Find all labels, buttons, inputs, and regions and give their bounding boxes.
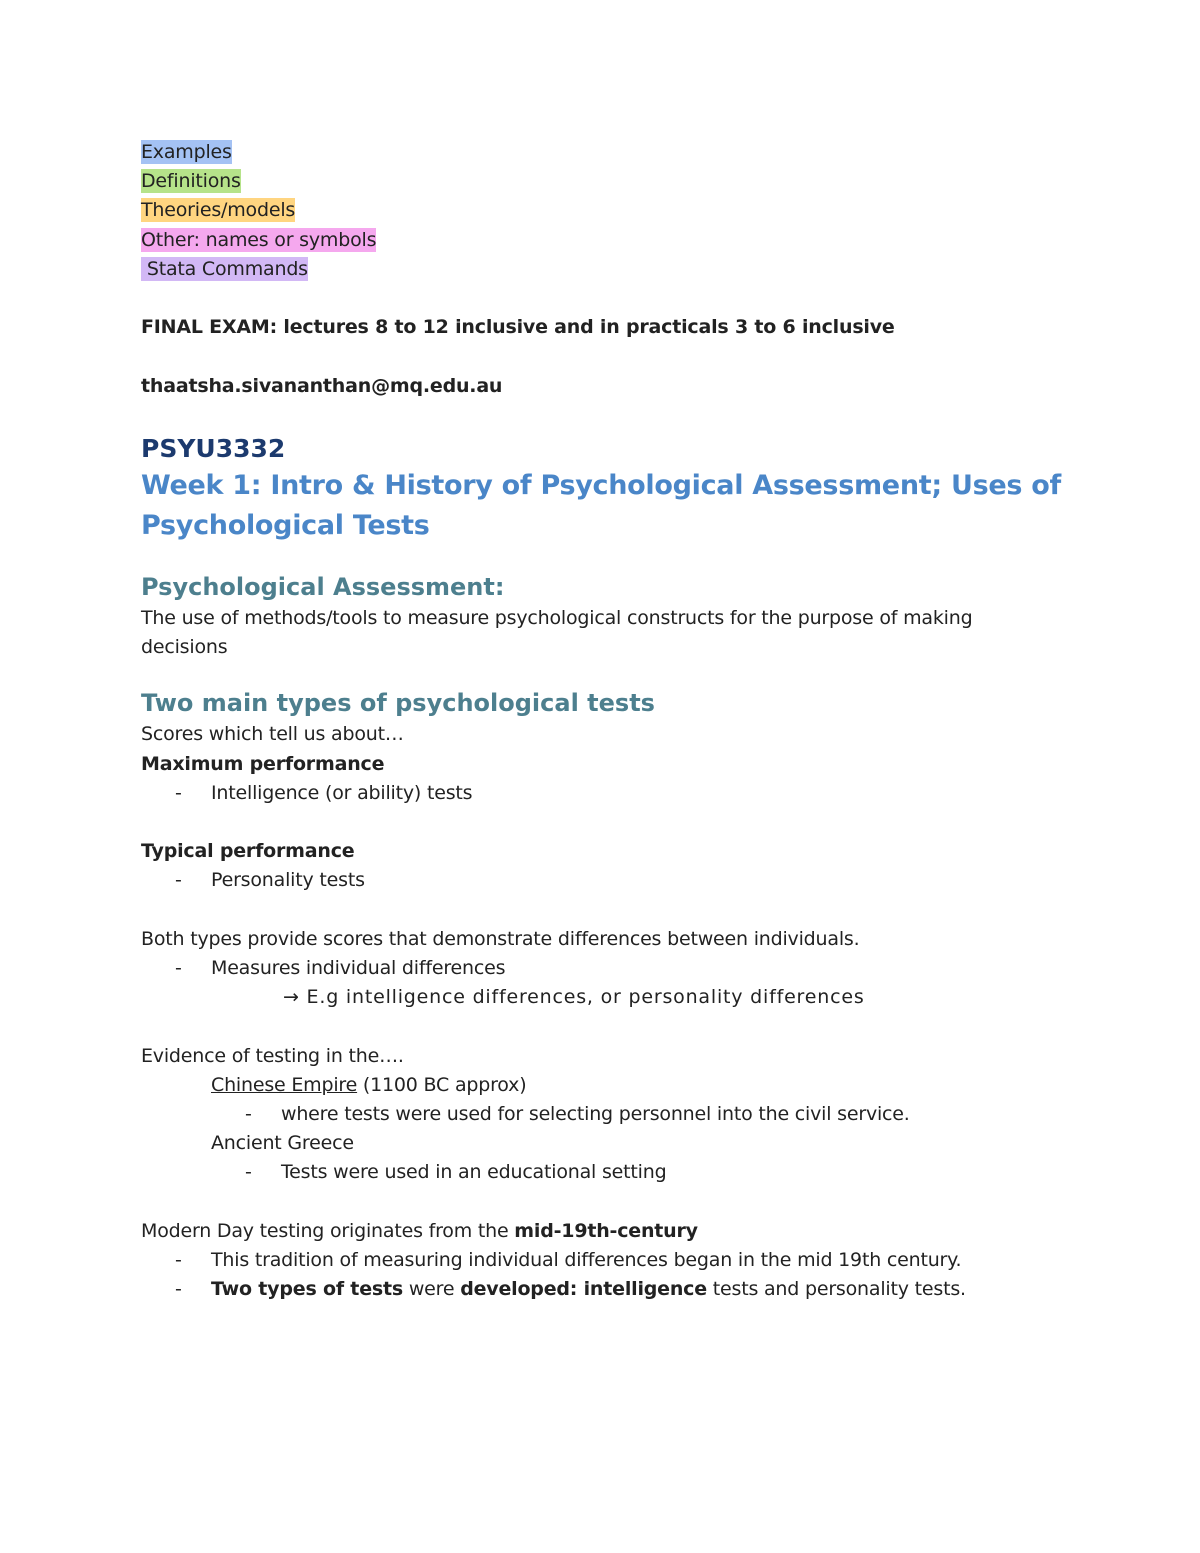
modern-prefix: Modern Day testing originates from the xyxy=(141,1219,515,1242)
typical-item: Personality tests xyxy=(211,869,365,892)
modern-item-2-text-1: were xyxy=(402,1278,461,1301)
ancient-greece-label: Ancient Greece xyxy=(211,1132,354,1155)
bullet-dash: - xyxy=(245,1161,252,1184)
modern-item-2-bold-1: Two types of tests xyxy=(211,1278,403,1301)
bullet-dash: - xyxy=(175,781,182,804)
both-example: → E.g intelligence differences, or personality differences xyxy=(283,986,865,1009)
modern-item-2-text-2: tests and personality tests. xyxy=(706,1278,966,1301)
history-intro: Evidence of testing in the…. xyxy=(141,1044,404,1067)
maximum-performance-label: Maximum performance xyxy=(141,752,385,775)
list-item xyxy=(141,1246,1061,1275)
chinese-empire-line xyxy=(141,1071,1061,1100)
course-code: PSYU3332 xyxy=(141,433,286,463)
typical-performance-label: Typical performance xyxy=(141,840,355,863)
legend-theories-label: Theories/models xyxy=(141,199,296,222)
list-item xyxy=(141,1100,1061,1129)
legend-stata xyxy=(141,255,1061,284)
legend-examples xyxy=(141,138,1061,167)
bullet-dash: - xyxy=(175,1248,182,1271)
legend-theories xyxy=(141,196,1061,225)
document-page xyxy=(141,138,1061,1304)
week-title: Week 1: Intro & History of Psychological Assessment; Uses of Psychological Tests xyxy=(141,469,1061,541)
modern-item-2-bold-2: developed: intelligence xyxy=(460,1278,707,1301)
list-item xyxy=(141,1158,1061,1187)
modern-item-1: This tradition of measuring individual differences began in the mid 19th century. xyxy=(211,1248,962,1271)
legend-stata-label: Stata Commands xyxy=(141,257,308,280)
chinese-item: where tests were used for selecting personnel into the civil service. xyxy=(281,1102,910,1125)
list-item xyxy=(141,779,1061,808)
modern-bold: mid-19th-century xyxy=(514,1219,698,1242)
greece-item: Tests were used in an educational setting xyxy=(281,1161,667,1184)
heading-two-main-types: Two main types of psychological tests xyxy=(141,689,655,718)
chinese-empire-suffix: (1100 BC approx) xyxy=(357,1073,527,1096)
legend-examples-label: Examples xyxy=(141,141,232,163)
final-exam-text: lectures 8 to 12 inclusive and in practicals 3 to 6 inclusive xyxy=(277,316,895,339)
types-intro: Scores which tell us about… xyxy=(141,723,404,746)
email-address[interactable]: thaatsha.sivananthan@mq.edu.au xyxy=(141,374,503,397)
legend-definitions xyxy=(141,167,1061,196)
final-exam-label: FINAL EXAM: xyxy=(141,316,278,339)
both-item: Measures individual differences xyxy=(211,956,506,979)
heading-psychological-assessment: Psychological Assessment: xyxy=(141,572,505,601)
maximum-item: Intelligence (or ability) tests xyxy=(211,781,473,804)
legend-definitions-label: Definitions xyxy=(141,170,241,193)
bullet-dash: - xyxy=(175,956,182,979)
legend-other xyxy=(141,226,1061,255)
bullet-dash: - xyxy=(245,1102,252,1125)
final-exam-note xyxy=(141,313,1061,342)
list-item xyxy=(141,954,1061,983)
both-types-text: Both types provide scores that demonstrate differences between individuals. xyxy=(141,927,860,950)
list-item xyxy=(141,866,1061,895)
assessment-definition: The use of methods/tools to measure psychological constructs for the purpose of making decisions xyxy=(141,606,973,659)
bullet-dash: - xyxy=(175,869,182,892)
legend-other-label: Other: names or symbols xyxy=(141,228,377,251)
chinese-empire-label: Chinese Empire xyxy=(211,1073,358,1096)
modern-day-line xyxy=(141,1217,1061,1246)
bullet-dash: - xyxy=(175,1278,182,1301)
list-item xyxy=(141,1275,1061,1304)
